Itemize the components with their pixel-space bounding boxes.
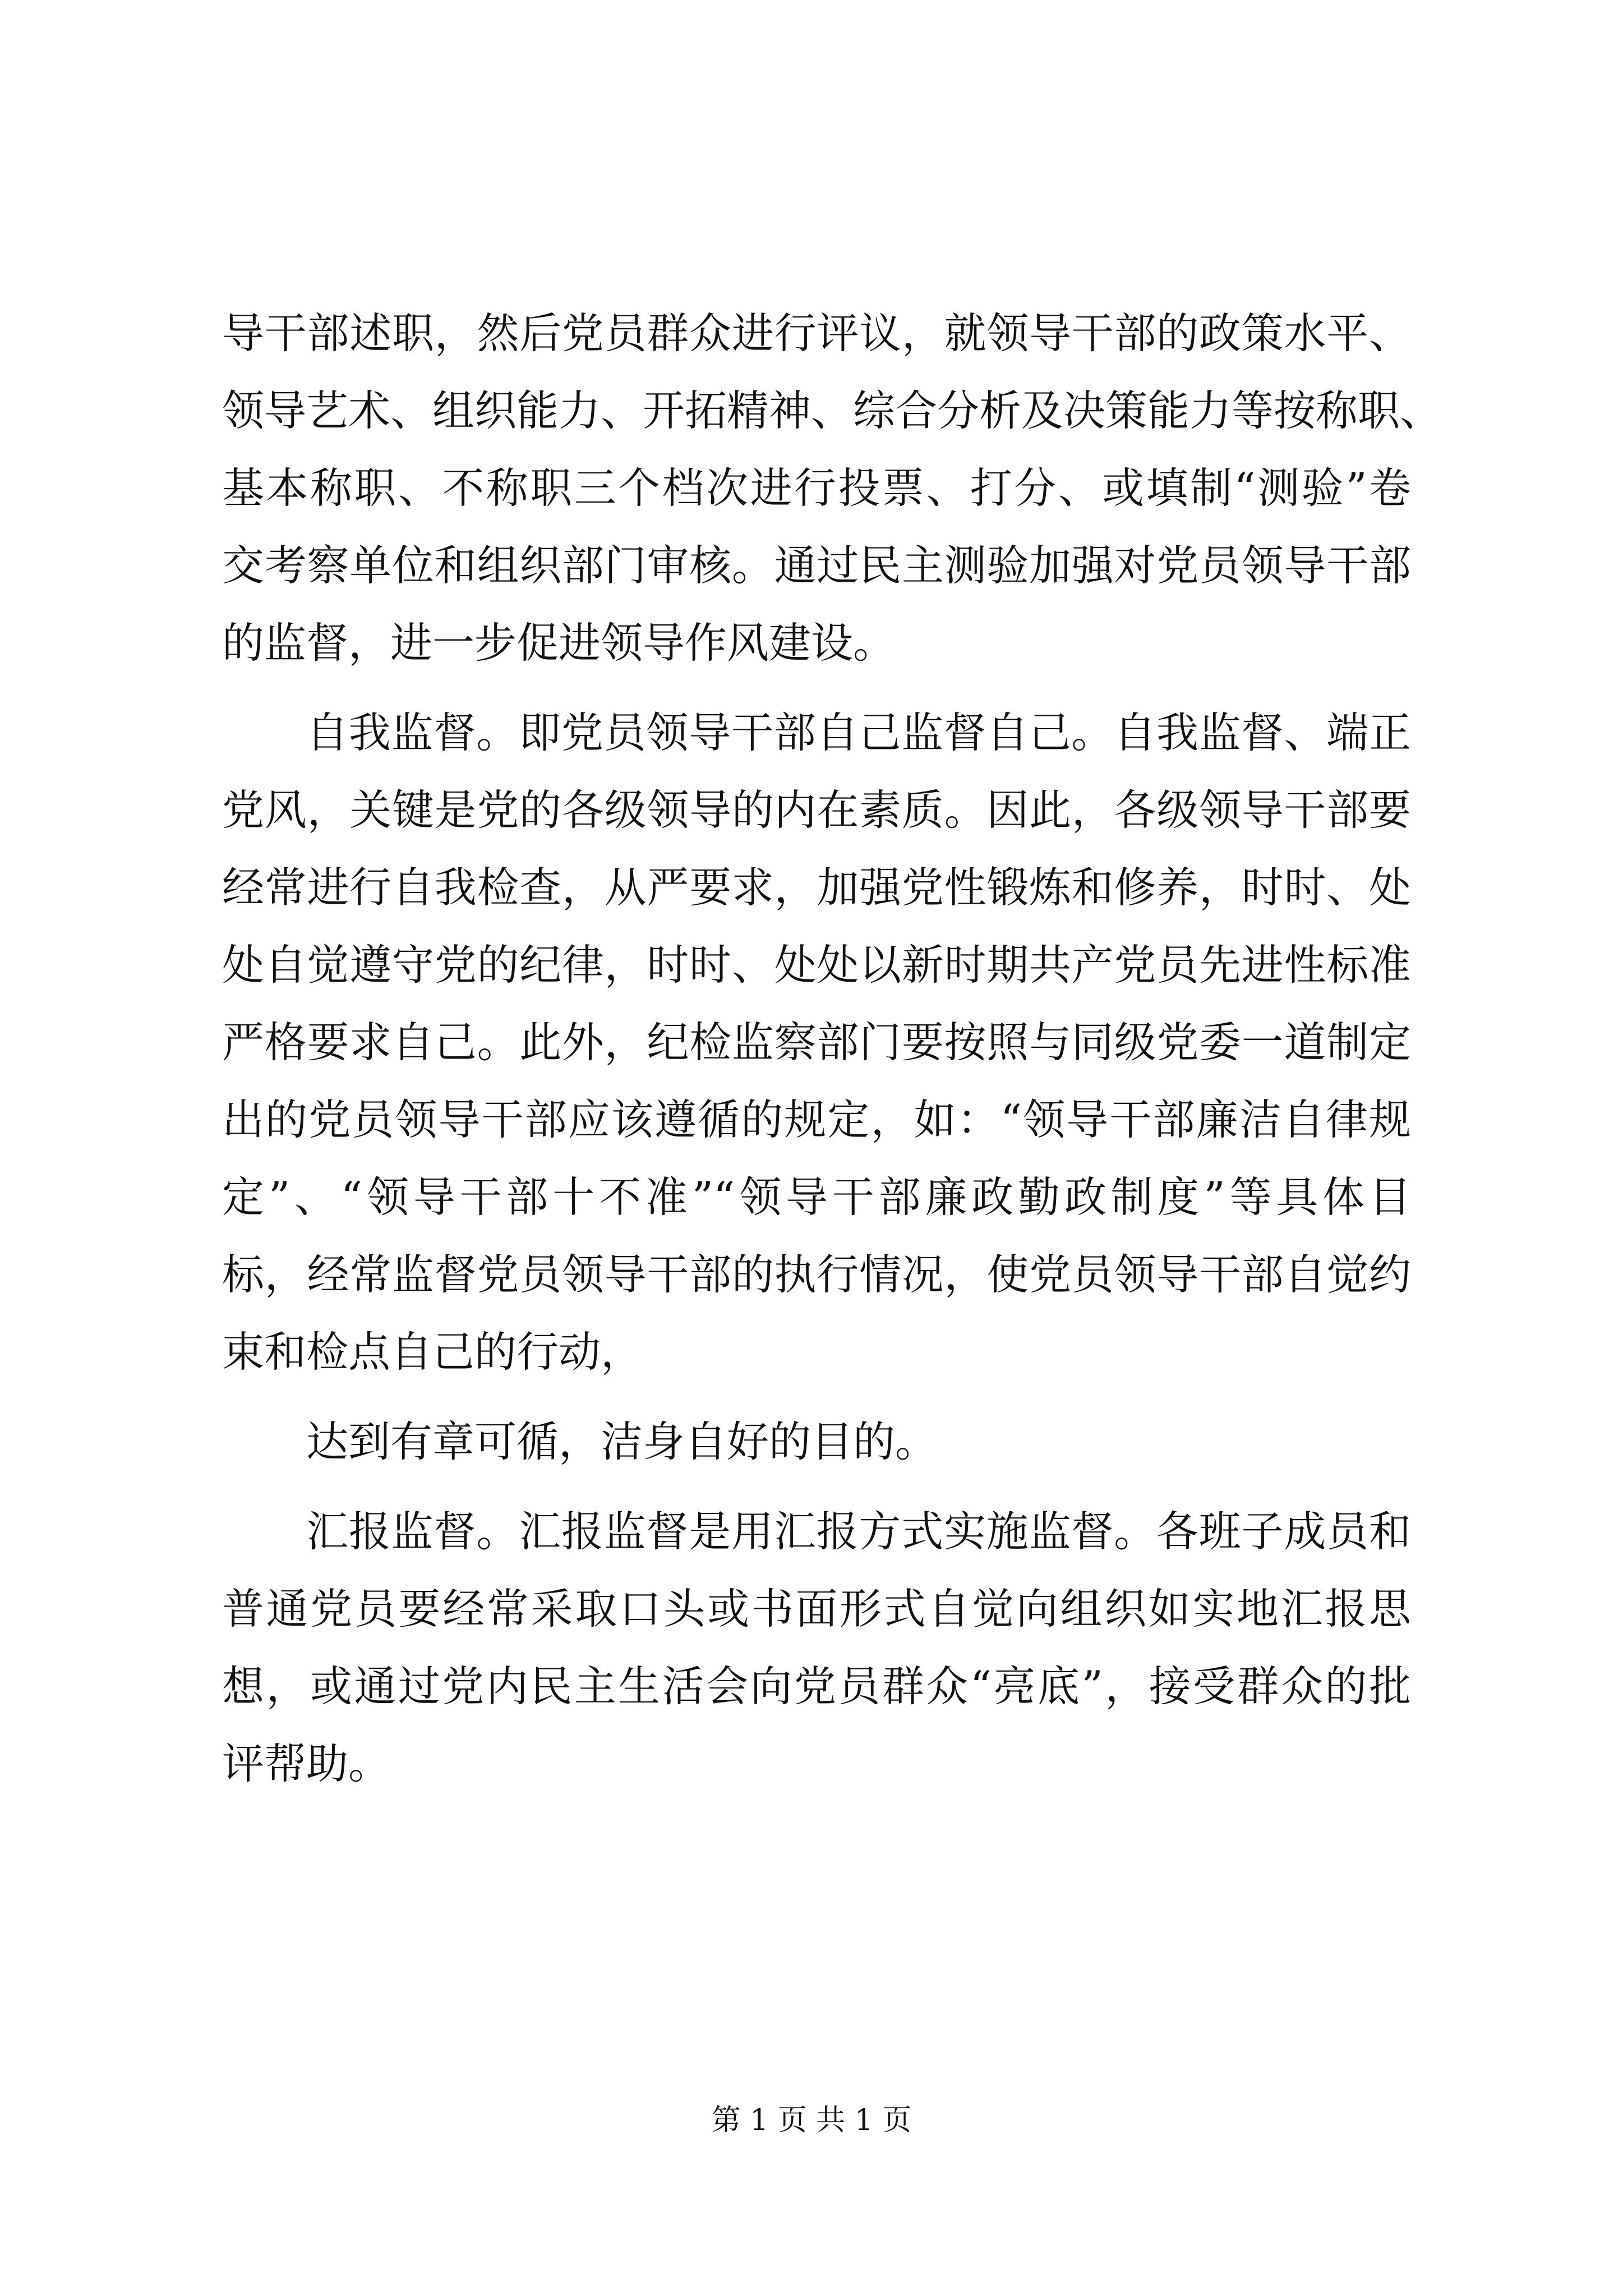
- text-line: 定”、“领导干部十不准”“领导干部廉政勤政制度”等具体目: [222, 1172, 1411, 1222]
- text-line: 束和检点自己的行动，: [222, 1327, 643, 1377]
- text-line: 交考察单位和组织部门审核。通过民主测验加强对党员领导干部: [222, 541, 1411, 590]
- text-line: 达到有章可循，洁身自好的目的。: [306, 1417, 938, 1466]
- text-line: 处自觉遵守党的纪律，时时、处处以新时期共产党员先进性标准: [222, 940, 1411, 990]
- text-line: 领导艺术、组织能力、开拓精神、综合分析及决策能力等按称职、: [222, 386, 1442, 435]
- paragraph: [222, 295, 1442, 682]
- paragraph-spacer: [222, 682, 1411, 694]
- text-line: 汇报监督。汇报监督是用汇报方式实施监督。各班子成员和: [306, 1507, 1411, 1556]
- text-line: 严格要求自己。此外，纪检监察部门要按照与同级党委一道制定: [222, 1018, 1411, 1067]
- page-footer: 第 1 页 共 1 页: [711, 2104, 912, 2137]
- paragraph: [222, 694, 1411, 1391]
- text-line: 党风，关键是党的各级领导的内在素质。因此，各级领导干部要: [222, 785, 1411, 835]
- paragraph-spacer: [222, 1480, 1411, 1493]
- text-line: 导干部述职，然后党员群众进行评议，就领导干部的政策水平、: [222, 309, 1411, 358]
- text-line: 评帮助。: [222, 1739, 391, 1788]
- text-line: 想，或通过党内民主生活会向党员群众“亮底”，接受群众的批: [222, 1662, 1411, 1711]
- paragraph: [222, 1493, 1411, 1802]
- text-line: 普通党员要经常采取口头或书面形式自觉向组织如实地汇报思: [222, 1584, 1411, 1634]
- text-line: 自我监督。即党员领导干部自己监督自己。自我监督、端正: [306, 708, 1411, 757]
- text-line: 标，经常监督党员领导干部的执行情况，使党员领导干部自觉约: [222, 1250, 1411, 1299]
- text-line: 的监督，进一步促进领导作风建设。: [222, 618, 896, 668]
- paragraph: [222, 1403, 1411, 1480]
- text-line: 出的党员领导干部应该遵循的规定，如：“领导干部廉洁自律规: [222, 1095, 1411, 1144]
- text-line: 基本称职、不称职三个档次进行投票、打分、或填制“测验”卷: [222, 463, 1411, 513]
- paragraph-spacer: [222, 1391, 1411, 1403]
- text-line: 经常进行自我检查，从严要求，加强党性锻炼和修养，时时、处: [222, 863, 1411, 912]
- document-body: [222, 295, 1442, 1802]
